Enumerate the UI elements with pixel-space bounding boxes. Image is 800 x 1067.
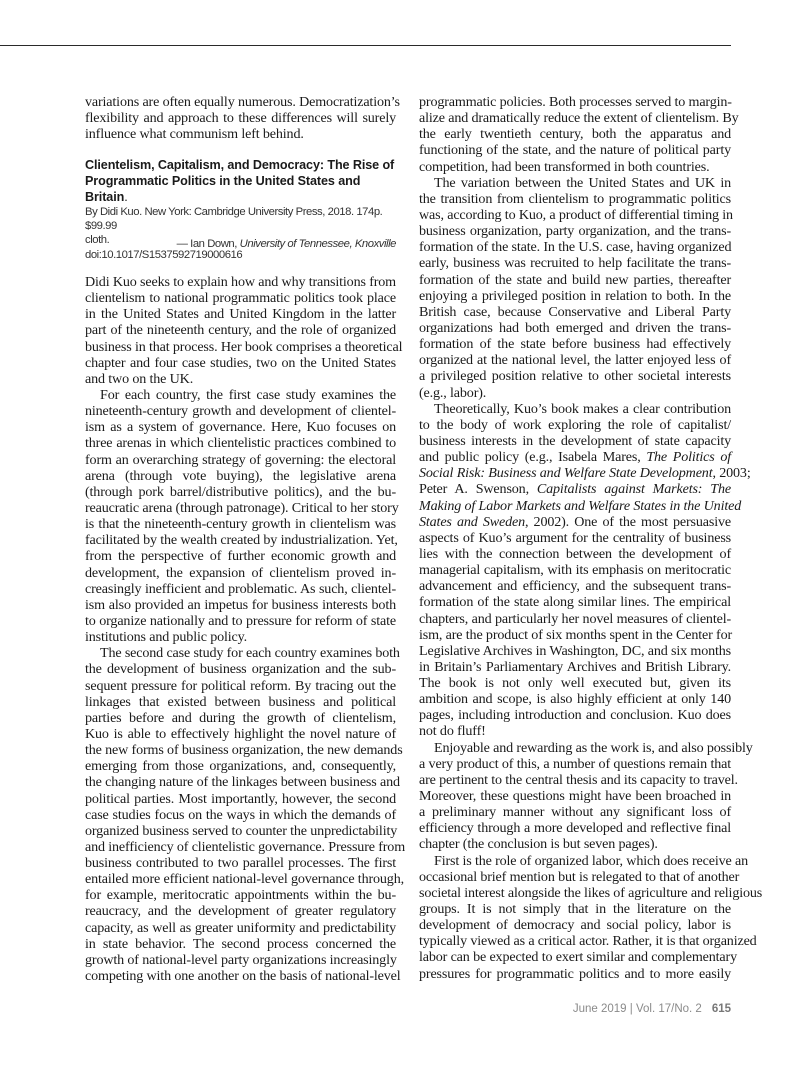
text-line: three arenas in which clientelistic practices combined to [85, 435, 396, 452]
text-line: linkages that existed between business and political [85, 693, 396, 710]
text-line: a privileged position relative to other societal interests [419, 368, 731, 385]
text-line: typically viewed as a critical actor. Rather, it is that organized [419, 933, 757, 950]
text-fragment: , 2003; [712, 465, 751, 482]
page-footer [573, 1003, 731, 1015]
text-line: entailed more efficient national-level governance through, [85, 871, 404, 888]
text-line: lies with the connection between the development of [419, 545, 731, 562]
text-line: British case, because Conservative and Liberal Party [419, 303, 731, 320]
review-body-right [419, 94, 763, 982]
page-number: 615 [711, 1003, 731, 1015]
text-line: ambition and scope, is also highly efficient at only 140 [419, 691, 731, 708]
book-citation-title: States and Sweden [419, 513, 525, 530]
text-line: not do fluff! [419, 723, 486, 740]
text-line: alize and dramatically reduce the extent of clientelism. By [419, 110, 739, 127]
text-line [419, 481, 731, 497]
text-fragment: , 2002). One of the most persuasive [524, 513, 732, 530]
text-line: emerging from those organizations, and, consequently, [85, 758, 396, 775]
text-line: formation of the state before business had effectively [419, 336, 731, 353]
text-line: the development of business organization and the sub- [85, 661, 396, 678]
text-line: The book is not only well executed but, given its [419, 675, 731, 692]
text-line: the early twentieth century, both the apparatus and [419, 126, 731, 143]
text-line: chapter and four case studies, two on the United States [85, 354, 396, 371]
text-line: and inefficiency of clientelistic governance. Pressure from [85, 838, 406, 855]
text-line: enjoying a privileged position in relation to both. In the [419, 287, 731, 304]
text-line: capacity, as well as greater uniformity and predictability [85, 919, 396, 936]
reviewer [177, 238, 396, 250]
book-title-line: Clientelism, Capitalism, and Democracy: The Rise of [85, 158, 395, 172]
text-line: business interests in the development of state capacity [419, 432, 731, 449]
text-line: nineteenth-century growth and development of clientel- [85, 403, 396, 420]
text-line: and two on the UK. [85, 370, 194, 387]
book-citation-title: Making of Labor Markets and Welfare States in the United [419, 497, 742, 514]
text-line: societal interest alongside the likes of agriculture and religious [419, 884, 763, 901]
text-line: the changing nature of the linkages between business and [85, 774, 400, 791]
text-line: (through pork barrel/distributive politics), and the bu- [85, 483, 396, 500]
text-line: flexibility and approach to these differences will surely [85, 110, 396, 127]
text-line: part of the nineteenth century, and the role of organized [85, 322, 396, 339]
text-line: Enjoyable and rewarding as the work is, and also possibly [434, 739, 753, 756]
text-line: pages, including introduction and conclusion. Kuo does [419, 707, 731, 724]
book-title-line [85, 173, 396, 205]
header-rule [0, 45, 731, 46]
text-line [419, 465, 751, 482]
text-line: a preliminary manner without any significant loss of [419, 804, 731, 821]
text-line: influence what communism left behind. [85, 126, 304, 143]
text-line: occasional brief mention but is relegated to that of another [419, 868, 740, 885]
text-line: ism as a system of governance. Here, Kuo focuses on [85, 419, 396, 436]
text-line [419, 514, 731, 530]
text-line: development, the expansion of clientelism proved in- [85, 564, 396, 581]
text-line: to the body of work exploring the role of capitalist/ [419, 416, 731, 433]
text-line: competition, had been transformed in both countries. [419, 158, 710, 175]
text-line: First is the role of organized labor, which does receive an [434, 852, 748, 869]
doi[interactable]: doi:10.1017/S1537592719000616 [85, 248, 243, 261]
book-citation-title: Social Risk: Business and Welfare State Development [419, 465, 713, 482]
issue-info: June 2019 | Vol. 17/No. 2 [572, 1003, 702, 1015]
text-line: in the United States and United Kingdom in the latter [85, 306, 396, 323]
text-line: arena (through vote buying), the legislative arena [85, 467, 396, 484]
text-line: (e.g., labor). [419, 384, 487, 401]
text-line: For each country, the first case study examines the [100, 386, 396, 403]
review-body-left [85, 274, 406, 985]
text-line: Moreover, these questions might have been broached in [419, 788, 731, 805]
previous-review-continuation [85, 94, 400, 143]
text-line: was, according to Kuo, a product of differential timing in [419, 206, 733, 223]
text-line: business organization, party organization, and the trans- [419, 223, 731, 240]
text-line: business contributed to two parallel processes. The first [85, 855, 396, 872]
text-line: reaucracy, and the development of greater regulatory [85, 903, 396, 920]
text-line: form an overarching strategy of governing: the electoral [85, 451, 396, 468]
text-line: efficiency through a more developed and reflective final [419, 820, 731, 837]
text-line: the new forms of business organization, the new demands [85, 742, 403, 759]
text-line: organized business served to counter the unpredictability [85, 822, 398, 839]
byline-format: cloth. [85, 234, 110, 247]
text-line: groups. It is not simply that in the literature on the [419, 901, 731, 918]
text-line: reaucratic arena (through patronage). Critical to her story [85, 499, 399, 516]
text-line: chapters, and particularly her novel measures of clientel- [419, 610, 731, 627]
text-line: advancement and efficiency, and the subsequent trans- [419, 578, 731, 595]
text-line: in Britain’s Parliamentary Archives and British Library. [419, 658, 731, 675]
text-line: formation of the state. In the U.S. case, having organized [419, 239, 732, 256]
text-line: The second case study for each country examines both [100, 645, 400, 662]
text-line: to organize nationally and to pressure for reform of state [85, 612, 396, 629]
text-line: aspects of Kuo’s argument for the centrality of business [419, 529, 731, 546]
text-line: The variation between the United States and UK in [434, 174, 731, 191]
byline: By Didi Kuo. New York: Cambridge University Press, 2018. 174p. $99.99 [85, 206, 383, 233]
text-line: labor can be expected to exert similar and complementary [419, 949, 737, 966]
text-line: clientelism to national programmatic politics took place [85, 290, 396, 307]
book-title-period: . [124, 190, 128, 204]
text-line: are pertinent to the central thesis and its capacity to travel. [419, 771, 738, 788]
text-line: programmatic policies. Both processes served to margin- [419, 94, 732, 110]
text-line: for example, meritocratic appointments within the bu- [85, 887, 396, 904]
text-line: Theoretically, Kuo’s book makes a clear contribution [434, 400, 731, 417]
book-publication-info [85, 205, 396, 262]
text-line: Kuo is able to effectively highlight the novel nature of [85, 725, 396, 742]
text-line: parties before and during the growth of clientelism, [85, 709, 396, 726]
text-line: case studies focus on the ways in which the demands of [85, 806, 396, 823]
text-line: creasingly inefficient and problematic. As such, clientel- [85, 580, 396, 597]
text-line: business in that process. Her book comprises a theoretical [85, 338, 403, 355]
text-line: chapter (the conclusion is but seven pages). [419, 836, 658, 853]
text-line: development of democracy and social policy, labor is [419, 917, 731, 934]
book-title [85, 157, 396, 205]
text-line: competing with one another on the basis of national-level [85, 968, 401, 985]
text-line: ism also provided an impetus for business interests both [85, 596, 396, 613]
book-citation-title: The Politics of [646, 449, 731, 466]
text-line: growth of national-level party organizations increasingly [85, 951, 397, 968]
text-line: formation of the state along similar lines. The empirical [419, 594, 731, 611]
text-line: in state behavior. The second process concerned the [85, 935, 396, 952]
text-line: facilitated by the wealth created by industrialization. Yet, [85, 532, 398, 549]
text-line: organized at the national level, the latter enjoyed less of [419, 352, 731, 369]
text-line [419, 497, 742, 514]
text-line: is that the nineteenth-century growth in clientelism was [85, 516, 396, 533]
text-fragment: and public policy (e.g., Isabela Mares, [419, 449, 647, 466]
text-line: variations are often equally numerous. Democratization’s [85, 94, 400, 110]
text-fragment: Peter A. Swenson, [419, 481, 537, 498]
text-line: Didi Kuo seeks to explain how and why transitions from [85, 274, 396, 290]
text-line: sequent pressure for political reform. By tracing out the [85, 677, 396, 694]
text-line: from the perspective of further economic growth and [85, 548, 396, 565]
reviewer-name: — Ian Down, [176, 238, 240, 250]
book-title-line-text: Programmatic Politics in the United States and Britain [85, 174, 361, 204]
text-line: organizations had both emerged and driven the trans- [419, 319, 731, 336]
text-line: formation of the state and build new parties, thereafter [419, 271, 731, 288]
text-line: pressures for programmatic politics and to more easily [419, 965, 731, 982]
text-line: functioning of the state, and the nature of political party [419, 142, 731, 159]
text-line [419, 449, 731, 465]
text-line: the transition from clientelism to programmatic politics [419, 190, 731, 207]
text-line: institutions and public policy. [85, 629, 247, 646]
text-line: a very product of this, a number of questions remain that [419, 755, 731, 772]
reviewer-affiliation: University of Tennessee, Knoxville [239, 238, 396, 250]
text-line: ism, are the product of six months spent in the Center for [419, 626, 733, 643]
text-line: managerial capitalism, with its emphasis on meritocratic [419, 562, 731, 579]
text-line: Legislative Archives in Washington, DC, and six months [419, 642, 731, 659]
text-line: early, business was recruited to help facilitate the trans- [419, 255, 731, 272]
book-citation-title: Capitalists against Markets: The [536, 481, 731, 498]
text-line: political parties. Most importantly, however, the second [85, 790, 396, 807]
